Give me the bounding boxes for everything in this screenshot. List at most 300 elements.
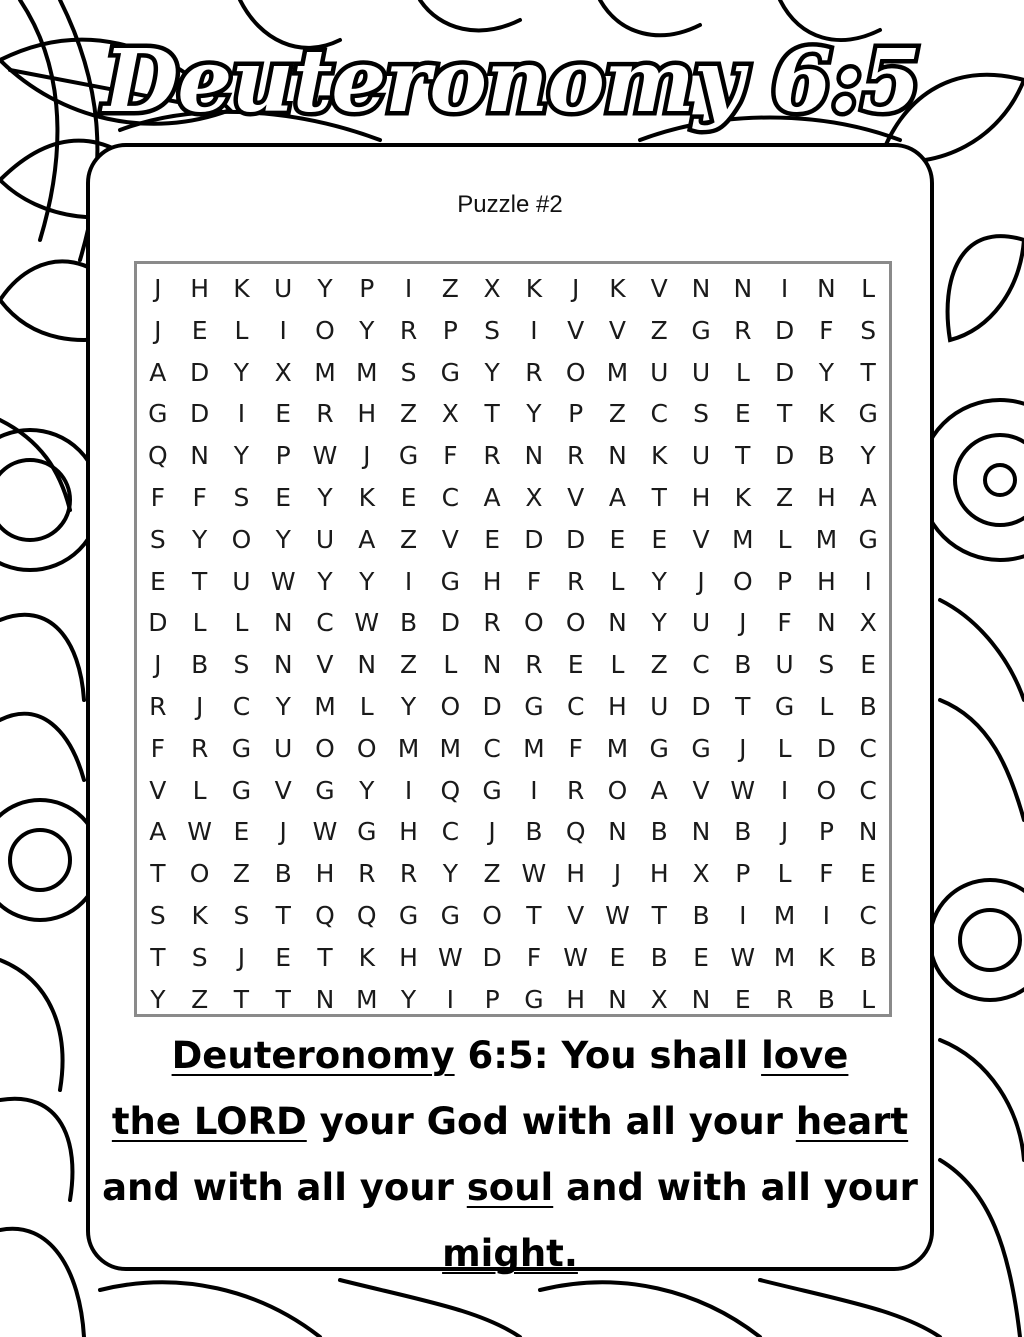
grid-letter[interactable]: Y — [526, 399, 542, 429]
grid-letter[interactable]: M — [314, 691, 336, 721]
grid-letter[interactable]: Z — [191, 984, 209, 1014]
grid-letter[interactable]: M — [355, 984, 378, 1014]
grid-letter[interactable]: B — [692, 900, 710, 930]
grid-letter[interactable]: T — [150, 859, 166, 889]
grid-letter[interactable]: D — [816, 733, 836, 763]
grid-letter[interactable]: Y — [317, 274, 333, 303]
grid-letter[interactable]: O — [231, 524, 252, 554]
grid-letter[interactable]: O — [315, 733, 335, 763]
grid-letter[interactable]: V — [274, 775, 292, 805]
grid-letter[interactable]: R — [775, 984, 794, 1014]
grid-letter[interactable]: D — [482, 691, 502, 721]
grid-letter[interactable]: P — [275, 441, 291, 471]
grid-letter[interactable]: Y — [359, 566, 375, 596]
grid-letter[interactable]: L — [192, 775, 207, 805]
grid-letter[interactable]: F — [819, 859, 834, 889]
grid-letter[interactable]: E — [191, 315, 208, 345]
grid-letter[interactable]: W — [187, 817, 212, 847]
grid-letter[interactable]: S — [191, 942, 208, 972]
grid-letter[interactable]: N — [524, 441, 544, 471]
grid-letter[interactable]: O — [524, 608, 544, 638]
grid-letter[interactable]: W — [312, 817, 338, 847]
grid-letter[interactable]: P — [484, 984, 500, 1014]
grid-letter[interactable]: D — [148, 608, 168, 638]
grid-letter[interactable]: G — [398, 441, 419, 471]
grid-letter[interactable]: O — [482, 900, 502, 930]
grid-letter[interactable]: S — [233, 482, 250, 512]
grid-letter[interactable]: U — [691, 608, 711, 638]
grid-letter[interactable]: E — [734, 399, 751, 429]
grid-letter[interactable]: B — [650, 942, 668, 972]
grid-letter[interactable]: Y — [860, 441, 876, 471]
grid-letter[interactable]: U — [650, 357, 669, 387]
grid-letter[interactable]: T — [735, 691, 751, 721]
grid-letter[interactable]: I — [404, 775, 413, 805]
grid-letter[interactable]: W — [521, 859, 547, 889]
grid-letter[interactable]: U — [232, 566, 251, 596]
grid-letter[interactable]: T — [233, 984, 250, 1014]
grid-letter[interactable]: R — [483, 608, 501, 638]
grid-letter[interactable]: A — [608, 482, 626, 512]
grid-letter[interactable]: R — [149, 691, 167, 721]
grid-letter[interactable]: M — [523, 733, 545, 763]
grid-letter[interactable]: G — [440, 357, 461, 387]
grid-letter[interactable]: R — [734, 315, 752, 345]
grid-letter[interactable]: G — [858, 399, 878, 429]
grid-letter[interactable]: R — [399, 859, 418, 889]
grid-letter[interactable]: K — [525, 274, 543, 303]
grid-letter[interactable]: T — [150, 942, 166, 972]
grid-letter[interactable]: F — [777, 608, 792, 638]
grid-letter[interactable]: S — [233, 650, 250, 680]
grid-letter[interactable]: M — [606, 733, 629, 763]
grid-letter[interactable]: V — [567, 315, 585, 345]
grid-letter[interactable]: F — [192, 482, 207, 512]
grid-letter[interactable]: Z — [441, 274, 459, 303]
grid-letter[interactable]: M — [314, 357, 336, 387]
grid-letter[interactable]: Y — [275, 691, 291, 721]
grid-letter[interactable]: M — [439, 733, 462, 763]
grid-letter[interactable]: H — [357, 399, 377, 429]
grid-letter[interactable]: B — [274, 859, 292, 889]
grid-letter[interactable]: K — [358, 942, 375, 972]
grid-letter[interactable]: U — [274, 274, 293, 303]
grid-letter[interactable]: A — [859, 482, 877, 512]
grid-letter[interactable]: E — [860, 859, 877, 889]
grid-letter[interactable]: L — [861, 274, 876, 303]
grid-letter[interactable]: L — [861, 984, 876, 1014]
grid-letter[interactable]: Z — [608, 399, 627, 429]
grid-letter[interactable]: E — [233, 817, 250, 847]
grid-letter[interactable]: L — [735, 357, 750, 387]
grid-letter[interactable]: A — [149, 357, 167, 387]
grid-letter[interactable]: N — [691, 817, 711, 847]
grid-letter[interactable]: M — [773, 900, 796, 930]
grid-letter[interactable]: P — [568, 399, 584, 429]
grid-letter[interactable]: I — [279, 315, 287, 345]
grid-letter[interactable]: R — [566, 441, 585, 471]
grid-letter[interactable]: S — [818, 650, 835, 680]
grid-letter[interactable]: L — [443, 650, 458, 680]
grid-letter[interactable]: N — [315, 984, 335, 1014]
grid-letter[interactable]: L — [234, 608, 249, 638]
grid-letter[interactable]: E — [651, 524, 668, 554]
grid-letter[interactable]: D — [774, 357, 795, 387]
grid-letter[interactable]: G — [231, 733, 252, 763]
grid-letter[interactable]: G — [231, 775, 252, 805]
grid-letter[interactable]: E — [484, 524, 500, 554]
grid-letter[interactable]: P — [442, 315, 458, 345]
grid-letter[interactable]: Z — [399, 399, 418, 429]
grid-letter[interactable]: L — [192, 608, 207, 638]
grid-letter[interactable]: C — [859, 733, 877, 763]
grid-letter[interactable]: V — [692, 524, 710, 554]
grid-letter[interactable]: N — [608, 817, 627, 847]
grid-letter[interactable]: N — [190, 441, 209, 471]
grid-letter[interactable]: Z — [483, 859, 501, 889]
grid-letter[interactable]: H — [816, 566, 836, 596]
grid-letter[interactable]: E — [149, 566, 166, 596]
grid-letter[interactable]: L — [819, 691, 834, 721]
grid-letter[interactable]: T — [860, 357, 876, 387]
grid-letter[interactable]: G — [482, 775, 502, 805]
grid-letter[interactable]: N — [691, 274, 711, 303]
grid-letter[interactable]: R — [525, 357, 543, 387]
grid-letter[interactable]: E — [609, 524, 626, 554]
grid-letter[interactable]: C — [441, 817, 460, 847]
grid-letter[interactable]: H — [608, 691, 627, 721]
grid-letter[interactable]: N — [482, 650, 502, 680]
grid-letter[interactable]: Y — [484, 357, 500, 387]
grid-letter[interactable]: A — [358, 524, 376, 554]
grid-letter[interactable]: O — [816, 775, 837, 805]
grid-letter[interactable]: S — [149, 900, 166, 930]
grid-letter[interactable]: W — [270, 566, 296, 596]
grid-letter[interactable]: I — [739, 900, 747, 930]
grid-letter[interactable]: M — [773, 942, 796, 972]
grid-letter[interactable]: O — [607, 775, 628, 805]
grid-letter[interactable]: Y — [400, 691, 417, 721]
grid-letter[interactable]: Z — [650, 650, 668, 680]
grid-letter[interactable]: Y — [818, 357, 834, 387]
grid-letter[interactable]: K — [818, 942, 835, 972]
grid-letter[interactable]: Y — [359, 775, 375, 805]
grid-letter[interactable]: Y — [317, 566, 333, 596]
grid-letter[interactable]: F — [150, 482, 166, 512]
grid-letter[interactable]: R — [358, 859, 376, 889]
grid-letter[interactable]: Z — [776, 482, 794, 512]
grid-letter[interactable]: I — [864, 566, 872, 596]
grid-letter[interactable]: H — [399, 817, 418, 847]
grid-letter[interactable]: D — [190, 357, 210, 387]
grid-letter[interactable]: G — [774, 691, 795, 721]
grid-letter[interactable]: Q — [356, 900, 377, 930]
grid-letter[interactable]: C — [232, 691, 251, 721]
grid-letter[interactable]: J — [697, 566, 705, 596]
grid-letter[interactable]: A — [650, 775, 668, 805]
grid-letter[interactable]: J — [739, 733, 747, 763]
grid-letter[interactable]: P — [735, 859, 751, 889]
grid-letter[interactable]: C — [441, 482, 460, 512]
grid-letter[interactable]: O — [440, 691, 461, 721]
grid-letter[interactable]: H — [399, 942, 418, 972]
grid-letter[interactable]: Z — [232, 859, 250, 889]
grid-letter[interactable]: C — [483, 733, 501, 763]
grid-letter[interactable]: O — [356, 733, 377, 763]
grid-letter[interactable]: L — [777, 859, 792, 889]
grid-letter[interactable]: C — [692, 650, 710, 680]
grid-letter[interactable]: R — [566, 775, 585, 805]
grid-letter[interactable]: R — [525, 650, 543, 680]
grid-letter[interactable]: C — [316, 608, 334, 638]
grid-letter[interactable]: B — [817, 984, 835, 1014]
grid-letter[interactable]: T — [484, 399, 500, 429]
grid-letter[interactable]: P — [777, 566, 793, 596]
grid-letter[interactable]: X — [859, 608, 877, 638]
grid-letter[interactable]: T — [192, 566, 208, 596]
grid-letter[interactable]: J — [571, 274, 580, 303]
grid-letter[interactable]: D — [524, 524, 544, 554]
grid-letter[interactable]: W — [312, 441, 338, 471]
grid-letter[interactable]: P — [818, 817, 834, 847]
grid-letter[interactable]: B — [859, 691, 877, 721]
grid-letter[interactable]: R — [399, 315, 418, 345]
grid-letter[interactable]: X — [483, 274, 501, 303]
grid-letter[interactable]: V — [608, 315, 626, 345]
grid-letter[interactable]: T — [776, 399, 793, 429]
grid-letter[interactable]: L — [234, 315, 249, 345]
grid-letter[interactable]: Q — [440, 775, 461, 805]
grid-letter[interactable]: N — [733, 274, 753, 303]
grid-letter[interactable]: G — [649, 733, 669, 763]
grid-letter[interactable]: N — [817, 274, 836, 303]
grid-letter[interactable]: Y — [651, 608, 667, 638]
grid-letter[interactable]: J — [363, 441, 371, 471]
grid-letter[interactable]: D — [190, 399, 210, 429]
grid-letter[interactable]: H — [482, 566, 502, 596]
grid-letter[interactable]: K — [818, 399, 835, 429]
grid-letter[interactable]: W — [354, 608, 380, 638]
grid-letter[interactable]: G — [357, 817, 377, 847]
grid-letter[interactable]: O — [732, 566, 753, 596]
grid-letter[interactable]: O — [189, 859, 210, 889]
grid-letter[interactable]: I — [780, 274, 789, 303]
grid-letter[interactable]: L — [610, 650, 625, 680]
grid-letter[interactable]: B — [525, 817, 543, 847]
grid-letter[interactable]: Z — [399, 650, 418, 680]
grid-letter[interactable]: T — [317, 942, 333, 972]
grid-letter[interactable]: Y — [400, 984, 417, 1014]
grid-letter[interactable]: O — [565, 357, 586, 387]
grid-letter[interactable]: U — [650, 691, 669, 721]
grid-letter[interactable]: J — [154, 274, 162, 303]
grid-letter[interactable]: T — [735, 441, 751, 471]
grid-letter[interactable]: U — [691, 441, 711, 471]
grid-letter[interactable]: U — [691, 357, 711, 387]
grid-letter[interactable]: L — [610, 566, 625, 596]
grid-letter[interactable]: X — [441, 399, 459, 429]
grid-letter[interactable]: Y — [442, 859, 458, 889]
grid-letter[interactable]: J — [780, 817, 789, 847]
grid-letter[interactable]: W — [437, 942, 463, 972]
grid-letter[interactable]: R — [566, 566, 585, 596]
grid-letter[interactable]: I — [822, 900, 831, 930]
grid-letter[interactable]: I — [530, 775, 538, 805]
grid-letter[interactable]: B — [734, 817, 752, 847]
grid-letter[interactable]: S — [149, 524, 166, 554]
grid-letter[interactable]: N — [608, 984, 627, 1014]
grid-letter[interactable]: Q — [315, 900, 335, 930]
grid-letter[interactable]: L — [359, 691, 374, 721]
grid-letter[interactable]: X — [650, 984, 668, 1014]
grid-letter[interactable]: S — [233, 900, 250, 930]
grid-letter[interactable]: D — [691, 691, 711, 721]
grid-letter[interactable]: G — [524, 691, 544, 721]
grid-letter[interactable]: V — [567, 900, 585, 930]
grid-letter[interactable]: T — [651, 482, 667, 512]
grid-letter[interactable]: J — [488, 817, 496, 847]
grid-letter[interactable]: J — [279, 817, 287, 847]
grid-letter[interactable]: S — [400, 357, 417, 387]
grid-letter[interactable]: N — [608, 608, 627, 638]
grid-letter[interactable]: O — [315, 315, 335, 345]
grid-letter[interactable]: N — [357, 650, 377, 680]
grid-letter[interactable]: U — [315, 524, 335, 554]
grid-letter[interactable]: C — [650, 399, 668, 429]
grid-letter[interactable]: H — [816, 482, 836, 512]
grid-letter[interactable]: H — [315, 859, 335, 889]
grid-letter[interactable]: N — [608, 441, 627, 471]
grid-letter[interactable]: H — [190, 274, 210, 303]
grid-letter[interactable]: C — [859, 900, 877, 930]
grid-letter[interactable]: Z — [399, 524, 418, 554]
grid-letter[interactable]: T — [275, 900, 291, 930]
grid-letter[interactable]: F — [568, 733, 583, 763]
grid-letter[interactable]: G — [691, 315, 711, 345]
grid-letter[interactable]: L — [777, 524, 792, 554]
grid-letter[interactable]: T — [275, 984, 291, 1014]
grid-letter[interactable]: J — [613, 859, 622, 889]
grid-letter[interactable]: L — [777, 733, 792, 763]
grid-letter[interactable]: M — [397, 733, 420, 763]
grid-letter[interactable]: B — [817, 441, 835, 471]
grid-letter[interactable]: H — [649, 859, 669, 889]
grid-letter[interactable]: F — [150, 733, 166, 763]
grid-letter[interactable]: Q — [148, 441, 168, 471]
grid-letter[interactable]: Y — [651, 566, 667, 596]
grid-letter[interactable]: E — [400, 482, 417, 512]
grid-letter[interactable]: I — [446, 984, 455, 1014]
grid-letter[interactable]: M — [815, 524, 838, 554]
grid-letter[interactable]: U — [775, 650, 794, 680]
grid-letter[interactable]: R — [316, 399, 334, 429]
grid-letter[interactable]: V — [650, 274, 668, 303]
grid-letter[interactable]: O — [565, 608, 586, 638]
grid-letter[interactable]: E — [734, 984, 751, 1014]
grid-letter[interactable]: D — [482, 942, 502, 972]
grid-letter[interactable]: H — [566, 984, 586, 1014]
grid-letter[interactable]: G — [858, 524, 878, 554]
grid-letter[interactable]: V — [567, 482, 585, 512]
grid-letter[interactable]: K — [358, 482, 375, 512]
grid-letter[interactable]: E — [567, 650, 584, 680]
grid-letter[interactable]: F — [526, 942, 542, 972]
grid-letter[interactable]: F — [526, 566, 542, 596]
grid-letter[interactable]: W — [730, 942, 756, 972]
grid-letter[interactable]: C — [566, 691, 585, 721]
grid-letter[interactable]: B — [399, 608, 418, 638]
grid-letter[interactable]: J — [237, 942, 246, 972]
grid-letter[interactable]: E — [609, 942, 626, 972]
grid-letter[interactable]: W — [730, 775, 756, 805]
grid-letter[interactable]: Y — [150, 984, 166, 1014]
grid-letter[interactable]: K — [651, 441, 668, 471]
grid-letter[interactable]: K — [609, 274, 626, 303]
grid-letter[interactable]: V — [692, 775, 710, 805]
grid-letter[interactable]: I — [404, 566, 413, 596]
grid-letter[interactable]: G — [315, 775, 335, 805]
grid-letter[interactable]: D — [774, 441, 795, 471]
grid-letter[interactable]: T — [526, 900, 542, 930]
grid-letter[interactable]: B — [650, 817, 668, 847]
grid-letter[interactable]: Z — [650, 315, 668, 345]
grid-letter[interactable]: I — [780, 775, 789, 805]
grid-letter[interactable]: D — [774, 315, 795, 345]
grid-letter[interactable]: G — [398, 900, 419, 930]
grid-letter[interactable]: N — [817, 608, 836, 638]
grid-letter[interactable]: N — [691, 984, 711, 1014]
grid-letter[interactable]: E — [275, 942, 292, 972]
grid-letter[interactable]: M — [732, 524, 754, 554]
grid-letter[interactable]: N — [858, 817, 878, 847]
grid-letter[interactable]: N — [273, 650, 293, 680]
grid-letter[interactable]: B — [734, 650, 752, 680]
grid-letter[interactable]: Y — [233, 357, 250, 387]
grid-letter[interactable]: I — [530, 315, 538, 345]
grid-letter[interactable]: H — [566, 859, 586, 889]
grid-letter[interactable]: V — [316, 650, 334, 680]
grid-letter[interactable]: D — [566, 524, 586, 554]
grid-letter[interactable]: Y — [359, 315, 375, 345]
grid-letter[interactable]: B — [191, 650, 209, 680]
grid-letter[interactable]: I — [404, 274, 413, 303]
grid-letter[interactable]: T — [651, 900, 667, 930]
grid-letter[interactable]: G — [524, 984, 544, 1014]
grid-letter[interactable]: D — [440, 608, 460, 638]
grid-letter[interactable]: X — [274, 357, 292, 387]
grid-letter[interactable]: E — [860, 650, 877, 680]
grid-letter[interactable]: C — [859, 775, 877, 805]
grid-letter[interactable]: X — [692, 859, 710, 889]
grid-letter[interactable]: Y — [317, 482, 333, 512]
grid-letter[interactable]: A — [483, 482, 501, 512]
grid-letter[interactable]: V — [441, 524, 459, 554]
grid-letter[interactable]: J — [154, 315, 162, 345]
grid-letter[interactable]: G — [148, 399, 168, 429]
grid-letter[interactable]: A — [149, 817, 167, 847]
grid-letter[interactable]: P — [359, 274, 375, 303]
grid-letter[interactable]: F — [443, 441, 458, 471]
grid-letter[interactable]: I — [237, 399, 246, 429]
grid-letter[interactable]: M — [606, 357, 629, 387]
grid-letter[interactable]: N — [273, 608, 293, 638]
grid-letter[interactable]: G — [440, 566, 461, 596]
grid-letter[interactable]: E — [693, 942, 709, 972]
grid-letter[interactable]: K — [233, 274, 250, 303]
grid-letter[interactable]: S — [484, 315, 501, 345]
grid-letter[interactable]: G — [440, 900, 461, 930]
grid-letter[interactable]: U — [274, 733, 293, 763]
